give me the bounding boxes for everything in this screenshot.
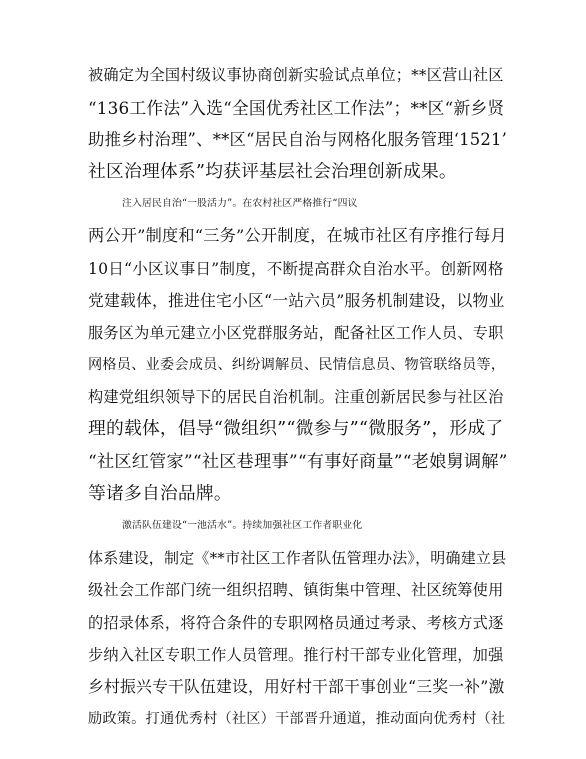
text-line: 乡村振兴专干队伍建设，用好村干部干事创业“三奖一补”激 xyxy=(88,677,505,696)
text-line: 级社会工作部门统一组织招聘、镇街集中管理、社区统筹使用 xyxy=(88,581,504,599)
text-line: 被确定为全国村级议事协商创新实验试点单位；**区营山社区 xyxy=(88,66,504,84)
text-line: 社区治理体系”均获评基层社会治理创新成果。 xyxy=(88,161,457,182)
text-line: 理的载体，倡导“微组织”“微参与”“微服务”，形成了 xyxy=(88,418,504,439)
text-line: 体系建设，制定《**市社区工作者队伍管理办法》，明确建立县 xyxy=(88,549,507,567)
text-line: 步纳入社区专职工作人员管理。推行村干部专业化管理，加强 xyxy=(88,646,504,664)
text-line: “136工作法”入选“全国优秀社区工作法”；**区“新乡贤 xyxy=(88,98,505,118)
text-line: 励政策。打通优秀村（社区）干部晋升通道，推动面向优秀村（社 xyxy=(88,711,506,727)
paragraph-first-line: 激活队伍建设“一池活水”。持续加强社区工作者职业化 xyxy=(122,520,363,531)
text-line: 构建党组织领导下的居民自治机制。注重创新居民参与社区治 xyxy=(88,388,504,406)
text-line: 党建载体，推进住宅小区“一站六员”服务机制建设，以物业 xyxy=(88,291,505,310)
text-line: 网格员、业委会成员、纠纷调解员、民情信息员、物管联络员等， xyxy=(88,357,506,373)
paragraph-first-line: 注入居民自治“一股活力”。在农村社区严格推行“四议 xyxy=(122,198,358,209)
text-line: 的招录体系，将符合条件的专职网格员通过考录、考核方式逐 xyxy=(88,614,504,632)
text-line: “社区红管家”“社区巷理事”“有事好商量”“老娘舅调解” xyxy=(88,452,508,472)
text-line: 服务区为单元建立小区党群服务站，配备社区工作人员、专职 xyxy=(88,324,504,342)
text-line: 等诸多自治品牌。 xyxy=(88,483,232,504)
text-line: 助推乡村治理”、**区“居民自治与网格化服务管理‘1521’ xyxy=(88,130,508,149)
text-line: 两公开”制度和“三务”公开制度，在城市社区有序推行每月 xyxy=(88,226,507,245)
text-line: 10日“小区议事日”制度，不断提高群众自治水平。创新网格 xyxy=(88,260,504,278)
